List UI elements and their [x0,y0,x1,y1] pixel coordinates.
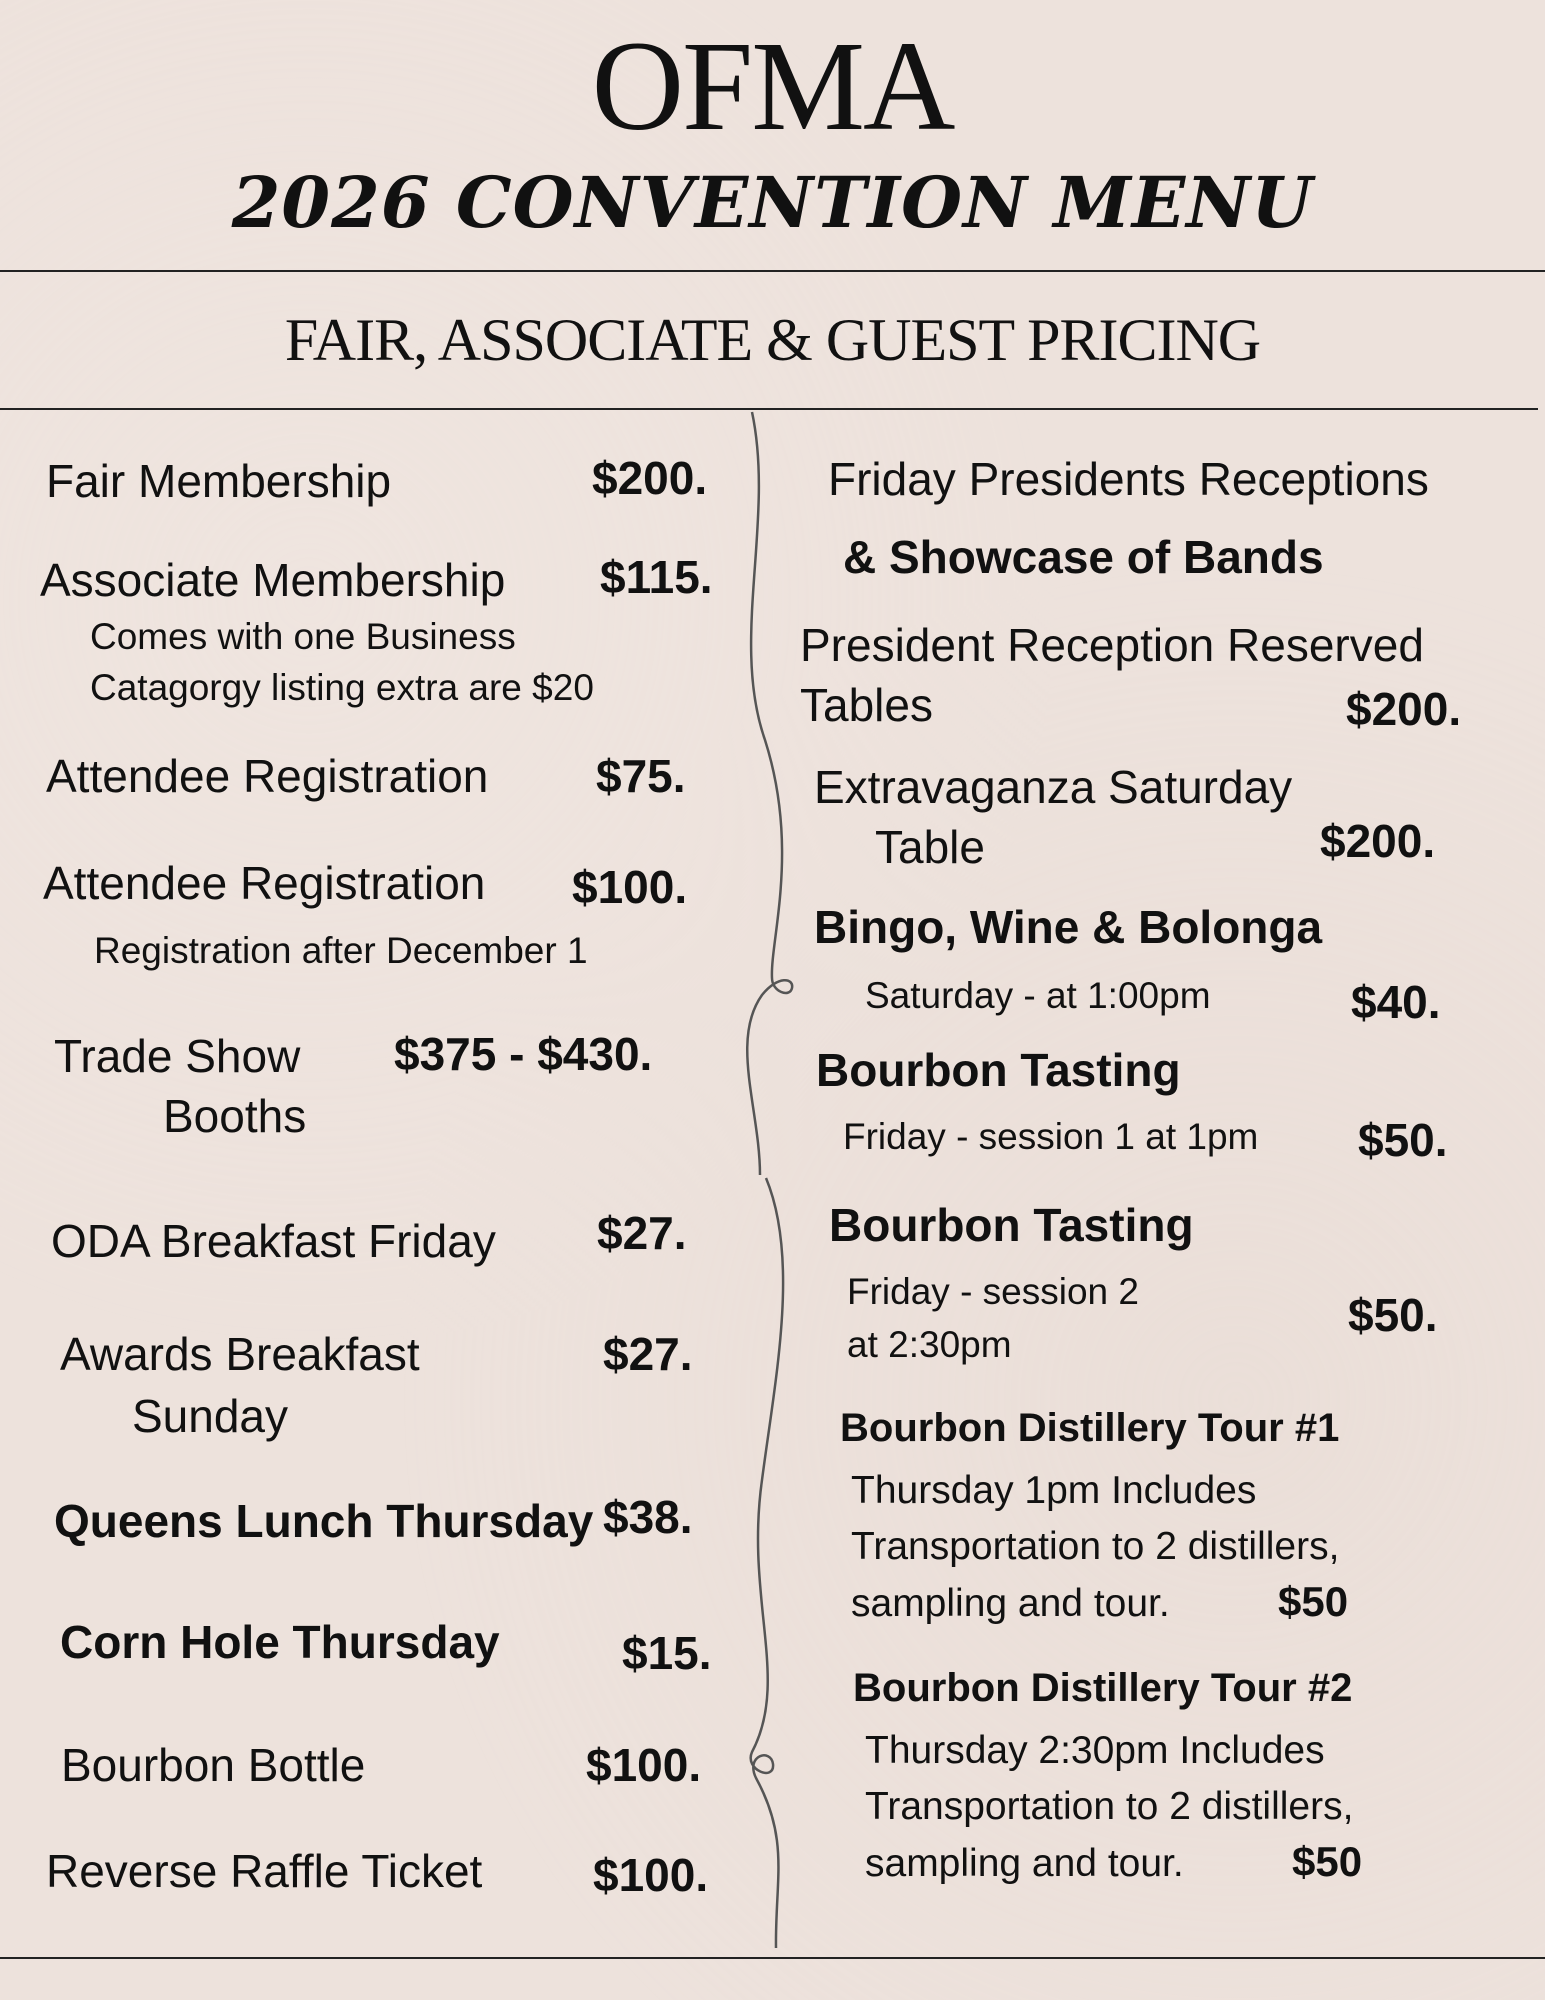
item-president-tables-line1: President Reception Reserved [800,619,1424,671]
price-fair-membership: $200. [592,452,708,504]
item-friday-receptions-line2: & Showcase of Bands [843,531,1324,583]
item-bourbon-bottle: Bourbon Bottle [61,1739,366,1791]
item-trade-show-line1: Trade Show [54,1030,301,1082]
note-bingo: Saturday - at 1:00pm [865,975,1211,1016]
item-associate-membership: Associate Membership [40,554,506,606]
price-bourbon-bottle: $100. [586,1739,702,1791]
item-extravaganza-line1: Extravaganza Saturday [814,761,1293,813]
note-registration-after: Registration after December 1 [94,930,588,971]
item-bourbon-tasting-2: Bourbon Tasting [829,1199,1194,1251]
divider-curve-upper [747,412,792,1175]
item-president-tables-line2: Tables [800,679,933,731]
note-bourbon-tasting-2-line2: at 2:30pm [847,1324,1012,1365]
price-bingo: $40. [1351,976,1441,1028]
divider-curve-lower [751,1178,783,1948]
note-associate-line1: Comes with one Business [90,616,516,657]
price-awards-breakfast: $27. [603,1328,693,1380]
price-queens-lunch: $38. [603,1491,693,1543]
price-oda-breakfast: $27. [597,1207,687,1259]
note-associate-line2: Catagorgy listing extra are $20 [90,667,594,708]
item-corn-hole: Corn Hole Thursday [60,1616,500,1668]
price-bourbon-tasting-2: $50. [1348,1289,1438,1341]
note-distillery-tour-2-line3: sampling and tour. [865,1842,1184,1885]
note-bourbon-tasting-1: Friday - session 1 at 1pm [843,1116,1259,1157]
section-title: FAIR, ASSOCIATE & GUEST PRICING [284,307,1261,373]
price-reverse-raffle: $100. [593,1849,709,1901]
item-friday-receptions-line1: Friday Presidents Receptions [828,453,1429,505]
price-extravaganza: $200. [1320,815,1436,867]
item-awards-breakfast-line1: Awards Breakfast [60,1328,420,1380]
item-distillery-tour-1: Bourbon Distillery Tour #1 [840,1406,1340,1450]
item-attendee-registration-late: Attendee Registration [43,857,486,909]
price-corn-hole: $15. [622,1627,712,1679]
item-queens-lunch: Queens Lunch Thursday [54,1495,594,1547]
item-oda-breakfast: ODA Breakfast Friday [51,1215,496,1267]
price-distillery-tour-2: $50 [1292,1838,1363,1885]
price-bourbon-tasting-1: $50. [1358,1114,1448,1166]
note-distillery-tour-1-line3: sampling and tour. [851,1582,1170,1625]
price-attendee-registration-late: $100. [572,861,688,913]
note-distillery-tour-1-line2: Transportation to 2 distillers, [851,1525,1340,1568]
item-fair-membership: Fair Membership [46,455,392,507]
note-distillery-tour-2-line2: Transportation to 2 distillers, [865,1785,1354,1828]
price-attendee-registration: $75. [596,750,686,802]
footer-divider [0,1957,1545,1959]
note-bourbon-tasting-2-line1: Friday - session 2 [847,1271,1139,1312]
item-bourbon-tasting-1: Bourbon Tasting [816,1044,1181,1096]
price-associate-membership: $115. [600,551,713,603]
item-awards-breakfast-line2: Sunday [132,1390,289,1442]
item-distillery-tour-2: Bourbon Distillery Tour #2 [853,1666,1353,1710]
price-president-tables: $200. [1346,683,1462,735]
menu-subtitle: 2026 CONVENTION MENU [231,161,1314,244]
price-trade-show: $375 - $430. [394,1028,653,1080]
item-reverse-raffle: Reverse Raffle Ticket [46,1845,483,1897]
price-distillery-tour-1: $50 [1278,1578,1349,1625]
item-extravaganza-line2: Table [875,821,985,873]
item-bingo: Bingo, Wine & Bolonga [814,901,1323,953]
item-attendee-registration: Attendee Registration [46,750,489,802]
item-trade-show-line2: Booths [163,1090,307,1142]
note-distillery-tour-1-line1: Thursday 1pm Includes [851,1469,1257,1512]
brand-title: OFMA [591,15,954,157]
note-distillery-tour-2-line1: Thursday 2:30pm Includes [865,1729,1325,1772]
